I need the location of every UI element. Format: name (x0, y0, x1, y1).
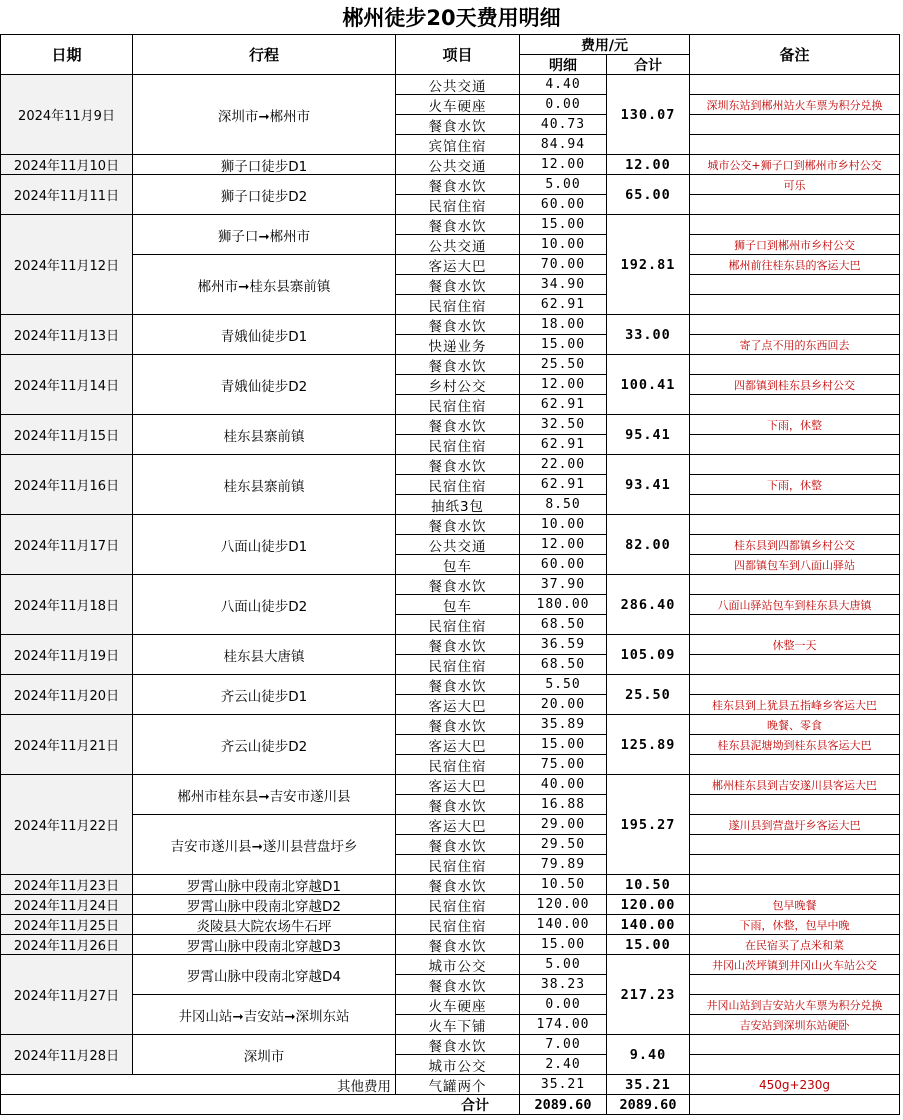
day-date: 2024年11月18日 (0, 574, 133, 635)
expense-amount: 38.23 (519, 974, 607, 995)
expense-amount: 120.00 (519, 894, 607, 915)
expense-item: 民宿住宿 (395, 474, 520, 495)
expense-amount: 8.50 (519, 494, 607, 515)
expense-amount: 36.59 (519, 634, 607, 655)
expense-item: 客运大巴 (395, 814, 520, 835)
expense-amount: 15.00 (519, 214, 607, 235)
expense-amount: 0.00 (519, 994, 607, 1015)
expense-item: 乡村公交 (395, 374, 520, 395)
expense-amount: 0.00 (519, 94, 607, 115)
expense-amount: 79.89 (519, 854, 607, 875)
other-expense-amount: 35.21 (519, 1074, 607, 1095)
day-total: 125.89 (606, 714, 690, 775)
expense-amount: 10.00 (519, 514, 607, 535)
expense-note: 郴州前往桂东县的客运大巴 (689, 254, 900, 275)
expense-item: 餐食水饮 (395, 934, 520, 955)
expense-item: 餐食水饮 (395, 574, 520, 595)
expense-item: 餐食水饮 (395, 114, 520, 135)
expense-item: 火车硬座 (395, 94, 520, 115)
expense-amount: 15.00 (519, 334, 607, 355)
expense-amount: 15.00 (519, 934, 607, 955)
day-total: 120.00 (606, 894, 690, 915)
day-total: 192.81 (606, 214, 690, 315)
expense-amount: 12.00 (519, 374, 607, 395)
expense-item: 抽纸3包 (395, 494, 520, 515)
expense-note: 八面山驿站包车到桂东县大唐镇 (689, 594, 900, 615)
day-itinerary: 炎陵县大院农场牛石坪 (132, 914, 396, 935)
other-expense-total: 35.21 (606, 1074, 690, 1095)
expense-amount: 4.40 (519, 74, 607, 95)
day-total: 65.00 (606, 174, 690, 215)
expense-item: 餐食水饮 (395, 174, 520, 195)
expense-note (689, 294, 900, 315)
expense-amount: 68.50 (519, 654, 607, 675)
day-itinerary: 吉安市遂川县➞遂川县营盘圩乡 (132, 814, 396, 875)
day-date: 2024年11月27日 (0, 954, 133, 1035)
expense-item: 餐食水饮 (395, 834, 520, 855)
day-total: 15.00 (606, 934, 690, 955)
expense-note: 井冈山茨坪镇到井冈山火车站公交 (689, 954, 900, 975)
expense-note (689, 394, 900, 415)
expense-note (689, 114, 900, 135)
day-itinerary: 罗霄山脉中段南北穿越D4 (132, 954, 396, 995)
expense-note: 晚餐、零食 (689, 714, 900, 735)
expense-amount: 62.91 (519, 394, 607, 415)
expense-item: 包车 (395, 554, 520, 575)
expense-note (689, 314, 900, 335)
expense-amount: 174.00 (519, 1014, 607, 1035)
expense-item: 餐食水饮 (395, 314, 520, 335)
expense-amount: 62.91 (519, 474, 607, 495)
expense-item: 民宿住宿 (395, 894, 520, 915)
day-total: 195.27 (606, 774, 690, 875)
expense-item: 客运大巴 (395, 694, 520, 715)
expense-item: 客运大巴 (395, 254, 520, 275)
expense-note (689, 274, 900, 295)
expense-note: 吉安站到深圳东站硬卧 (689, 1014, 900, 1035)
expense-note (689, 494, 900, 515)
expense-item: 民宿住宿 (395, 434, 520, 455)
expense-item: 餐食水饮 (395, 454, 520, 475)
expense-amount: 5.00 (519, 174, 607, 195)
header-date: 日期 (0, 34, 133, 75)
day-itinerary: 罗霄山脉中段南北穿越D1 (132, 874, 396, 895)
expense-item: 餐食水饮 (395, 214, 520, 235)
day-date: 2024年11月17日 (0, 514, 133, 575)
expense-note (689, 134, 900, 155)
expense-item: 客运大巴 (395, 734, 520, 755)
expense-note (689, 194, 900, 215)
day-total: 9.40 (606, 1034, 690, 1075)
day-total: 130.07 (606, 74, 690, 155)
expense-item: 餐食水饮 (395, 794, 520, 815)
expense-note: 城市公交+狮子口到郴州市乡村公交 (689, 154, 900, 175)
expense-item: 城市公交 (395, 954, 520, 975)
expense-amount: 7.00 (519, 1034, 607, 1055)
expense-note: 四都镇到桂东县乡村公交 (689, 374, 900, 395)
expense-note: 桂东县泥塘坳到桂东县客运大巴 (689, 734, 900, 755)
expense-note: 下雨，休整 (689, 474, 900, 495)
other-expense-item: 气罐两个 (395, 1074, 520, 1095)
expense-amount: 37.90 (519, 574, 607, 595)
expense-item: 包车 (395, 594, 520, 615)
expense-item: 民宿住宿 (395, 394, 520, 415)
expense-item: 火车硬座 (395, 994, 520, 1015)
expense-amount: 60.00 (519, 194, 607, 215)
expense-item: 餐食水饮 (395, 674, 520, 695)
day-date: 2024年11月12日 (0, 214, 133, 315)
expense-amount: 15.00 (519, 734, 607, 755)
header-note: 备注 (689, 34, 900, 75)
expense-item: 餐食水饮 (395, 354, 520, 375)
expense-amount: 70.00 (519, 254, 607, 275)
day-date: 2024年11月16日 (0, 454, 133, 515)
expense-amount: 5.50 (519, 674, 607, 695)
expense-amount: 180.00 (519, 594, 607, 615)
expense-note: 在民宿买了点米和菜 (689, 934, 900, 955)
expense-note: 狮子口到郴州市乡村公交 (689, 234, 900, 255)
expense-amount: 62.91 (519, 294, 607, 315)
expense-amount: 5.00 (519, 954, 607, 975)
day-itinerary: 狮子口➞郴州市 (132, 214, 396, 255)
expense-note: 可乐 (689, 174, 900, 195)
day-itinerary: 罗霄山脉中段南北穿越D3 (132, 934, 396, 955)
expense-item: 餐食水饮 (395, 514, 520, 535)
expense-amount: 22.00 (519, 454, 607, 475)
expense-item: 餐食水饮 (395, 874, 520, 895)
day-itinerary: 八面山徒步D2 (132, 574, 396, 635)
expense-amount: 12.00 (519, 154, 607, 175)
header-item: 项目 (395, 34, 520, 75)
expense-note: 郴州桂东县到吉安遂川县客运大巴 (689, 774, 900, 795)
expense-item: 餐食水饮 (395, 974, 520, 995)
header-cost: 费用/元 (519, 34, 690, 55)
expense-note (689, 674, 900, 695)
day-date: 2024年11月19日 (0, 634, 133, 675)
day-total: 95.41 (606, 414, 690, 455)
expense-note (689, 74, 900, 95)
expense-note (689, 354, 900, 375)
expense-note (689, 614, 900, 635)
day-date: 2024年11月21日 (0, 714, 133, 775)
expense-amount: 2.40 (519, 1054, 607, 1075)
expense-note (689, 454, 900, 475)
expense-note (689, 654, 900, 675)
expense-note (689, 874, 900, 895)
expense-note (689, 854, 900, 875)
header-trip: 行程 (132, 34, 396, 75)
header-detail: 明细 (519, 54, 607, 75)
expense-note: 井冈山站到吉安站火车票为积分兑换 (689, 994, 900, 1015)
day-itinerary: 八面山徒步D1 (132, 514, 396, 575)
day-itinerary: 井冈山站➞吉安站➞深圳东站 (132, 994, 396, 1035)
expense-note: 四都镇包车到八面山驿站 (689, 554, 900, 575)
expense-item: 餐食水饮 (395, 274, 520, 295)
day-date: 2024年11月23日 (0, 874, 133, 895)
header-total: 合计 (606, 54, 690, 75)
expense-item: 民宿住宿 (395, 854, 520, 875)
expense-item: 公共交通 (395, 74, 520, 95)
expense-item: 公共交通 (395, 534, 520, 555)
expense-item: 公共交通 (395, 234, 520, 255)
day-date: 2024年11月26日 (0, 934, 133, 955)
expense-amount: 84.94 (519, 134, 607, 155)
expense-item: 民宿住宿 (395, 654, 520, 675)
expense-item: 公共交通 (395, 154, 520, 175)
expense-note (689, 514, 900, 535)
day-date: 2024年11月14日 (0, 354, 133, 415)
day-total: 286.40 (606, 574, 690, 635)
expense-note: 下雨，休整 (689, 414, 900, 435)
expense-amount: 10.50 (519, 874, 607, 895)
expense-amount: 25.50 (519, 354, 607, 375)
day-itinerary: 齐云山徒步D2 (132, 714, 396, 775)
expense-note (689, 754, 900, 775)
expense-note (689, 574, 900, 595)
expense-note: 深圳东站到郴州站火车票为积分兑换 (689, 94, 900, 115)
expense-amount: 12.00 (519, 534, 607, 555)
other-expense-label: 其他费用 (0, 1074, 396, 1095)
expense-amount: 29.50 (519, 834, 607, 855)
expense-amount: 29.00 (519, 814, 607, 835)
day-itinerary: 齐云山徒步D1 (132, 674, 396, 715)
day-total: 93.41 (606, 454, 690, 515)
expense-amount: 68.50 (519, 614, 607, 635)
expense-note: 下雨，休整，包早中晚 (689, 914, 900, 935)
day-itinerary: 青娥仙徒步D2 (132, 354, 396, 415)
day-date: 2024年11月25日 (0, 914, 133, 935)
expense-note (689, 794, 900, 815)
expense-amount: 18.00 (519, 314, 607, 335)
expense-note (689, 434, 900, 455)
day-date: 2024年11月22日 (0, 774, 133, 875)
day-itinerary: 青娥仙徒步D1 (132, 314, 396, 355)
day-date: 2024年11月11日 (0, 174, 133, 215)
expense-note (689, 974, 900, 995)
expense-item: 客运大巴 (395, 774, 520, 795)
expense-item: 民宿住宿 (395, 754, 520, 775)
expense-item: 餐食水饮 (395, 1034, 520, 1055)
expense-item: 民宿住宿 (395, 914, 520, 935)
expense-amount: 34.90 (519, 274, 607, 295)
day-date: 2024年11月9日 (0, 74, 133, 155)
grand-total-label: 合计 (0, 1094, 520, 1115)
expense-item: 民宿住宿 (395, 194, 520, 215)
day-date: 2024年11月15日 (0, 414, 133, 455)
day-date: 2024年11月24日 (0, 894, 133, 915)
grand-total-note-empty (689, 1094, 900, 1115)
expense-amount: 40.00 (519, 774, 607, 795)
expense-amount: 16.88 (519, 794, 607, 815)
sheet-title: 郴州徒步20天费用明细 (342, 5, 561, 30)
expense-item: 快递业务 (395, 334, 520, 355)
expense-note: 寄了点不用的东西回去 (689, 334, 900, 355)
day-itinerary: 深圳市➞郴州市 (132, 74, 396, 155)
day-total: 105.09 (606, 634, 690, 675)
expense-amount: 60.00 (519, 554, 607, 575)
day-date: 2024年11月20日 (0, 674, 133, 715)
expense-item: 民宿住宿 (395, 294, 520, 315)
day-date: 2024年11月10日 (0, 154, 133, 175)
expense-amount: 40.73 (519, 114, 607, 135)
day-itinerary: 深圳市 (132, 1034, 396, 1075)
expense-note: 桂东县到上犹县五指峰乡客运大巴 (689, 694, 900, 715)
day-itinerary: 狮子口徒步D2 (132, 174, 396, 215)
expense-amount: 75.00 (519, 754, 607, 775)
expense-amount: 20.00 (519, 694, 607, 715)
day-total: 33.00 (606, 314, 690, 355)
day-itinerary: 桂东县寨前镇 (132, 414, 396, 455)
expense-item: 餐食水饮 (395, 714, 520, 735)
day-itinerary: 郴州市桂东县➞吉安市遂川县 (132, 774, 396, 815)
expense-item: 城市公交 (395, 1054, 520, 1075)
expense-item: 民宿住宿 (395, 614, 520, 635)
day-itinerary: 桂东县寨前镇 (132, 454, 396, 515)
day-itinerary: 郴州市➞桂东县寨前镇 (132, 254, 396, 315)
day-total: 25.50 (606, 674, 690, 715)
day-total: 217.23 (606, 954, 690, 1035)
expense-amount: 32.50 (519, 414, 607, 435)
expense-amount: 35.89 (519, 714, 607, 735)
expense-note: 遂川县到营盘圩乡客运大巴 (689, 814, 900, 835)
day-date: 2024年11月28日 (0, 1034, 133, 1075)
expense-amount: 140.00 (519, 914, 607, 935)
expense-item: 宾馆住宿 (395, 134, 520, 155)
day-total: 12.00 (606, 154, 690, 175)
expense-item: 火车下铺 (395, 1014, 520, 1035)
day-total: 100.41 (606, 354, 690, 415)
expense-item: 餐食水饮 (395, 414, 520, 435)
grand-total-sum: 2089.60 (606, 1094, 690, 1115)
other-expense-note: 450g+230g (689, 1074, 900, 1095)
expense-note (689, 1054, 900, 1075)
expense-note: 休整一天 (689, 634, 900, 655)
day-total: 82.00 (606, 514, 690, 575)
day-date: 2024年11月13日 (0, 314, 133, 355)
expense-note: 包早晚餐 (689, 894, 900, 915)
day-itinerary: 罗霄山脉中段南北穿越D2 (132, 894, 396, 915)
expense-amount: 62.91 (519, 434, 607, 455)
expense-note (689, 834, 900, 855)
day-total: 10.50 (606, 874, 690, 895)
expense-note (689, 214, 900, 235)
expense-note: 桂东县到四都镇乡村公交 (689, 534, 900, 555)
day-itinerary: 狮子口徒步D1 (132, 154, 396, 175)
expense-amount: 10.00 (519, 234, 607, 255)
day-itinerary: 桂东县大唐镇 (132, 634, 396, 675)
day-total: 140.00 (606, 914, 690, 935)
expense-item: 餐食水饮 (395, 634, 520, 655)
grand-total-detail: 2089.60 (519, 1094, 607, 1115)
expense-note (689, 1034, 900, 1055)
